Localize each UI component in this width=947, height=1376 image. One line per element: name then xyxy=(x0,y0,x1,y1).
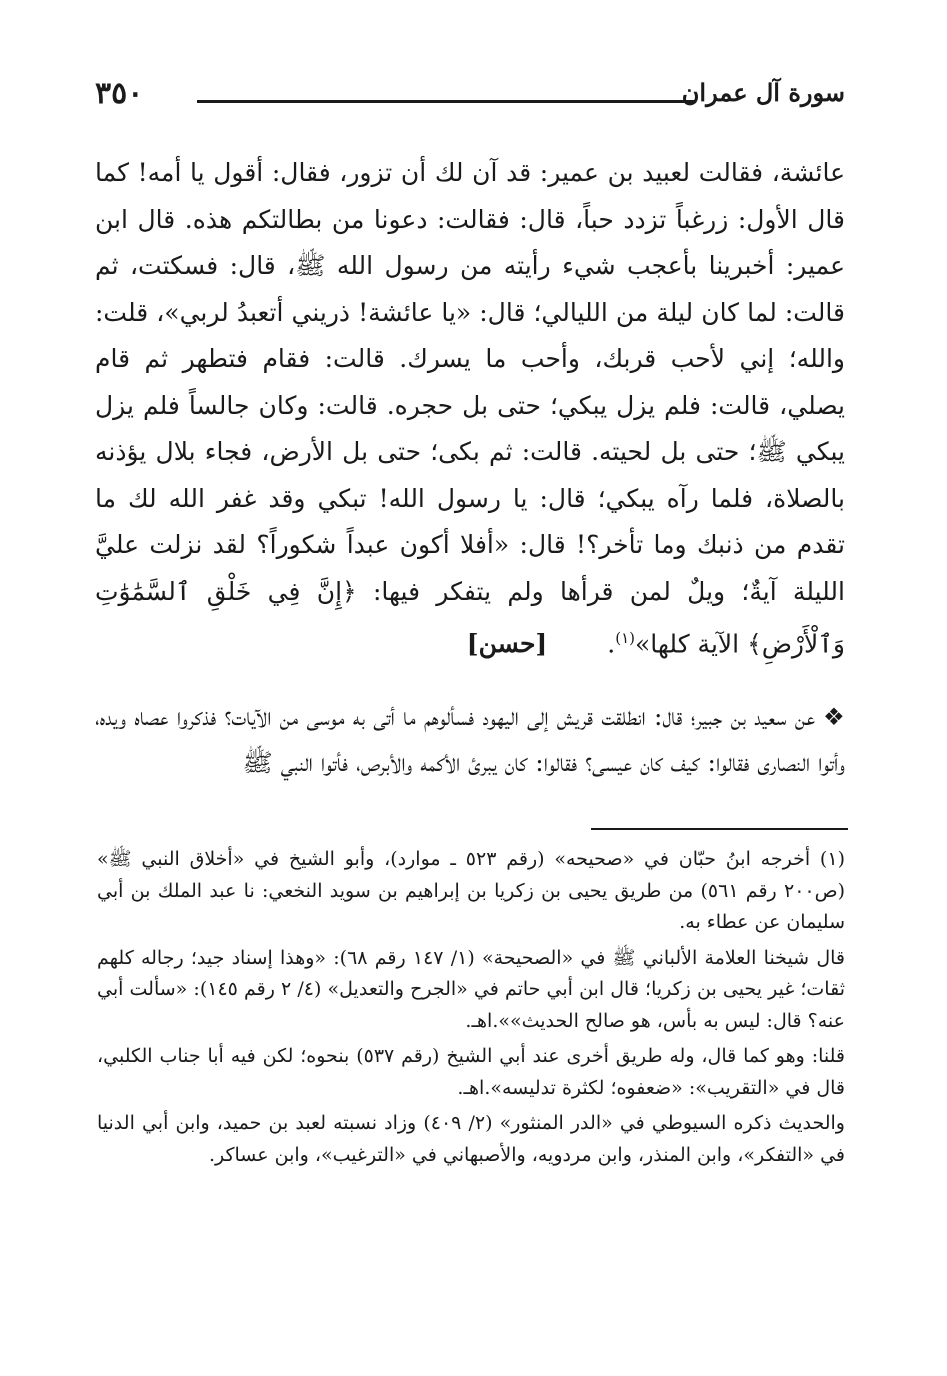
hadith-text-2: عن سعيد بن جبير؛ قال: انطلقت قريش إلى اليهود فسألوهم ما أتى به موسى من الآيات؟ فذكروا عصاه ويده، وأتوا النصارى فقالوا: كيف كان عيسى؟ فقالوا: كان يبرئ الأكمه والأبرص، فأتوا النبي ﷺ xyxy=(95,701,845,778)
paragraph-marker-icon: ❖ xyxy=(823,702,845,731)
footnote-paragraph: والحديث ذكره السيوطي في «الدر المنثور» (٢/ ٤٠٩) وزاد نسبته لعبد بن حميد، وابن أبي الدنيا في «التفكر»، وابن المنذر، وابن مردويه، والأصبهاني في «الترغيب»، وابن عساكر. xyxy=(97,1112,845,1166)
footnote-reference: (١) xyxy=(615,629,635,647)
surah-title: سورة آل عمران xyxy=(681,78,845,107)
footnotes xyxy=(97,844,845,1175)
hadith-text-end: الآية كلها» xyxy=(634,629,748,659)
page-header xyxy=(95,76,845,120)
hadith-grade: [حسن] xyxy=(466,629,548,659)
page-number: ٣٥٠ xyxy=(95,76,144,111)
footnote-paragraph: قلنا: وهو كما قال، وله طريق أخرى عند أبي الشيخ (رقم ٥٣٧) بنحوه؛ لكن فيه أبا جناب الكلبي، قال في «التقريب»: «ضعفوه؛ لكثرة تدليسه».اهـ. xyxy=(97,1045,845,1099)
footnote-paragraph: (١) أخرجه ابنُ حبّان في «صحيحه» (رقم ٥٢٣ ـ موارد)، وأبو الشيخ في «أخلاق النبي ﷺ» (ص٢٠٠ رقم ٥٦١) من طريق يحيى بن زكريا بن إبراهيم بن سويد النخعي: نا عبد الملك بن أبي سليمان عن عطاء به. xyxy=(97,848,845,933)
main-text xyxy=(95,150,845,787)
footnote-paragraph: قال شيخنا العلامة الألباني ﷺ في «الصحيحة» (١/ ١٤٧ رقم ٦٨): «وهذا إسناد جيد؛ رجاله كلهم ثقات؛ غير يحيى بن زكريا؛ قال ابن أبي حاتم في «الجرح والتعديل» (٤/ ٢ رقم ١٤٥): «سألت أبي عنه؟ قال: ليس به بأس، هو صالح الحديث»».اهـ. xyxy=(97,946,845,1032)
quran-verse: ﴿إِنَّ فِي خَلْقِ ٱلسَّمَٰوَٰتِ وَٱلْأَرْضِ﴾ xyxy=(95,576,845,659)
hadith-paragraph-2 xyxy=(95,694,845,787)
header-rule xyxy=(197,100,695,103)
hadith-text: عائشة، فقالت لعبيد بن عمير: قد آن لك أن تزور، فقال: أقول يا أمه! كما قال الأول: زرغباً تزدد حباً، قال: فقالت: دعونا من بطالتكم هذه. قال ابن عمير: أخبرينا بأعجب شيء رأيته من رسول الله ﷺ، قال: فسكتت، ثم قالت: لما كان ليلة من الليالي؛ قال: «يا عائشة! ذريني أتعبدُ لربي»، قلت: والله؛ إني لأحب قربك، وأحب ما يسرك. قالت: فقام فتطهر ثم قام يصلي، قالت: فلم يزل يبكي؛ حتى بل حجره. قالت: وكان جالساً فلم يزل يبكي ﷺ؛ حتى بل لحيته. قالت: ثم بكى؛ حتى بل الأرض، فجاء بلال يؤذنه بالصلاة، فلما رآه يبكي؛ قال: يا رسول الله! تبكي وقد غفر الله لك ما تقدم من ذنبك وما تأخر؟! قال: «أفلا أكون عبداً شكوراً؟ لقد نزلت عليَّ الليلة آيةٌ؛ ويلٌ لمن قرأها ولم يتفكر فيها: xyxy=(95,158,845,606)
footnote-separator xyxy=(591,828,848,830)
hadith-paragraph: عائشة، فقالت لعبيد بن عمير: قد آن لك أن تزور، فقال: أقول يا أمه! كما قال الأول: زرغباً تزدد حباً، قال: فقالت: دعونا من بطالتكم هذه. قال ابن عمير: أخبرينا بأعجب شيء رأيته من رسول الله ﷺ، قال: فسكتت، ثم قالت: لما كان ليلة من الليالي؛ قال: «يا عائشة! ذريني أتعبدُ لربي»، قلت: والله؛ إني لأحب قربك، وأحب ما يسرك. قالت: فقام فتطهر ثم قام يصلي، قالت: فلم يزل يبكي؛ حتى بل حجره. قالت: وكان جالساً فلم يزل يبكي ﷺ؛ حتى بل لحيته. قالت: ثم بكى؛ حتى بل الأرض، فجاء بلال يؤذنه بالصلاة، فلما رآه يبكي؛ قال: يا رسول الله! تبكي وقد غفر الله لك ما تقدم من ذنبك وما تأخر؟! قال: «أفلا أكون عبداً شكوراً؟ لقد نزلت عليَّ الليلة آيةٌ؛ ويلٌ لمن قرأها ولم يتفكر فيها: ﴿إِنَّ فِي خَلْقِ ٱلسَّمَٰوَٰتِ وَٱلْأَرْضِ﴾ الآية كلها»$^{(١)}$.[حسن] xyxy=(95,158,845,659)
